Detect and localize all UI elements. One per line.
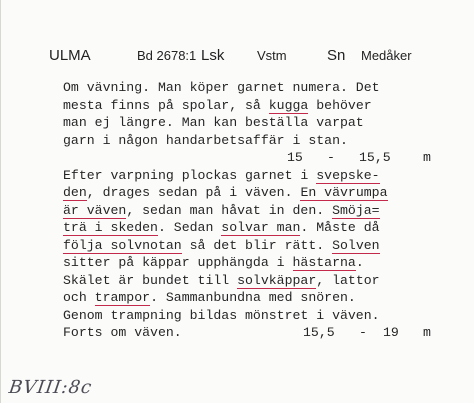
measure-from: 15,5 xyxy=(303,325,335,340)
continuation-note: Forts om väven. xyxy=(63,325,182,340)
text-segment: Efter varpning plockas garnet i xyxy=(63,167,317,183)
underlined-term: En vävrumpa xyxy=(300,185,388,200)
text-segment: . Sammanbundna med snören. xyxy=(150,290,356,305)
text-line xyxy=(63,114,453,132)
underlined-term: trä i skeden xyxy=(63,220,158,235)
underlined-term: kugga xyxy=(268,97,309,113)
parish-value: Medåker xyxy=(361,48,412,63)
underlined-term: hästarna xyxy=(292,255,356,270)
text-segment: och xyxy=(63,290,95,305)
province-label: Lsk xyxy=(201,47,225,64)
text-segment: behöver xyxy=(308,97,372,113)
underlined-term: svepske- xyxy=(316,167,380,183)
measure-to: 15,5 xyxy=(359,150,391,165)
text-line xyxy=(63,307,453,325)
text-line xyxy=(63,237,453,255)
text-segment: . Sedan xyxy=(157,220,222,235)
text-segment: , sedan man håvat in den. xyxy=(126,202,333,218)
text-line xyxy=(63,254,453,272)
text-line xyxy=(63,97,453,115)
underlined-term: är väven xyxy=(63,202,127,218)
text-segment: Skälet är bundet till xyxy=(63,272,238,288)
underlined-term: Smöja= xyxy=(332,202,380,218)
text-line xyxy=(63,272,453,290)
measure-unit: m xyxy=(423,150,431,165)
text-segment: . xyxy=(355,255,364,270)
measure-unit: m xyxy=(423,325,431,340)
text-segment: mesta finns på spolar, så xyxy=(63,97,269,113)
text-segment: , lattor xyxy=(316,272,380,288)
text-segment: Genom trampning bildas mönstret i väven. xyxy=(63,307,380,323)
archive-name: ULMA xyxy=(49,47,91,64)
measure-from: 15 xyxy=(287,150,303,165)
card-body xyxy=(63,79,453,342)
province-value: Vstm xyxy=(257,48,287,63)
text-line xyxy=(63,184,453,202)
measure-to: 19 xyxy=(383,325,399,340)
text-segment: så det blir rätt. xyxy=(181,237,333,253)
text-line xyxy=(63,79,453,97)
text-segment: , drages sedan på i väven. xyxy=(86,185,301,200)
text-line xyxy=(63,167,453,185)
text-line xyxy=(63,202,453,220)
underlined-term: solvar man xyxy=(221,220,301,235)
measure-line xyxy=(63,149,453,167)
text-segment: Om vävning. Man köper garnet numera. Det xyxy=(63,80,380,95)
underlined-term: trampor xyxy=(94,290,151,305)
text-segment: garn i någon handarbetsaffär i stan. xyxy=(63,132,348,148)
measure-dash: - xyxy=(327,150,335,165)
handwritten-signature: BVIII:8c xyxy=(7,377,94,398)
underlined-term: följa solvnotan xyxy=(63,237,182,253)
underlined-term: solvkäppar xyxy=(237,272,317,288)
text-line xyxy=(63,289,453,307)
text-line xyxy=(63,132,453,150)
underlined-term: den xyxy=(63,185,87,200)
record-number: Bd 2678:1 xyxy=(137,48,197,63)
underlined-term: Solven xyxy=(332,237,380,253)
measure-line xyxy=(63,324,453,342)
text-line xyxy=(63,219,453,237)
text-segment: . Måste då xyxy=(300,220,380,235)
measure-dash: - xyxy=(359,325,367,340)
text-segment: sitter på käppar upphängda i xyxy=(63,255,293,270)
text-segment: man ej längre. Man kan beställa varpat xyxy=(63,115,364,130)
parish-label: Sn xyxy=(327,47,346,64)
